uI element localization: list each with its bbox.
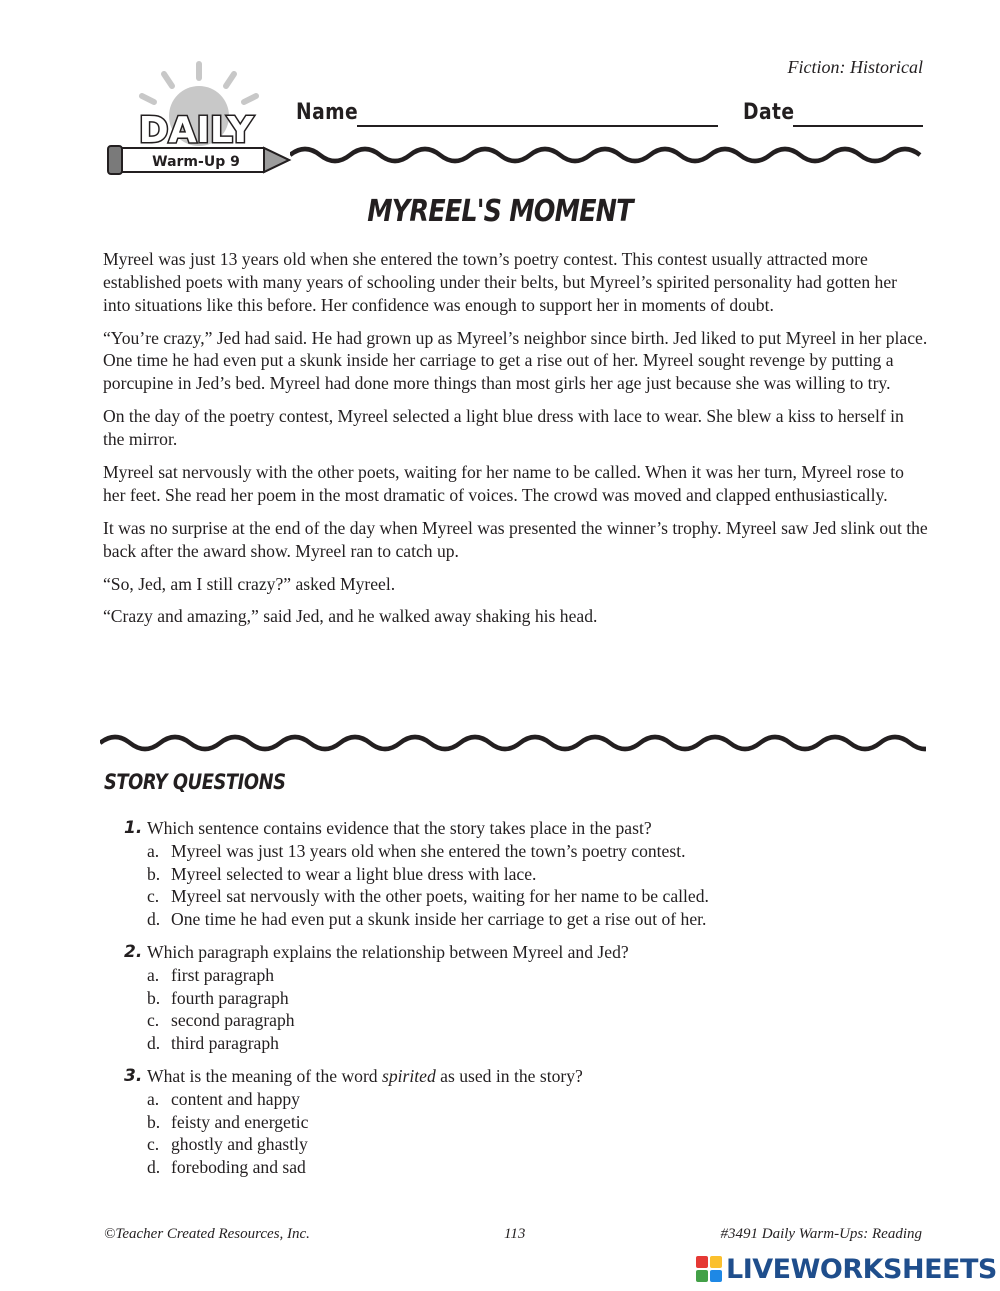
story-paragraph: “Crazy and amazing,” said Jed, and he walked away shaking his head. [103,606,598,627]
logo-square [696,1256,708,1268]
logo-square [710,1270,722,1282]
questions-list [124,817,924,1189]
story-body [103,248,928,638]
liveworksheets-logo-icon [696,1256,722,1282]
questions-heading: STORY QUESTIONS [104,770,286,794]
story-title: MYREEL'S MOMENT [367,194,633,229]
footer-book-title: #3491 Daily Warm-Ups: Reading [720,1226,922,1242]
liveworksheets-text: LIVEWORKSHEETS [726,1253,997,1285]
daily-warmup-logo [104,56,294,186]
name-label: Name [296,100,359,125]
genre-label: Fiction: Historical [787,57,923,77]
answer-option[interactable]: a. Myreel was just 13 years old when she entered the town’s poetry contest. [147,840,686,861]
question-text: Which paragraph explains the relationship between Myreel and Jed? [147,941,629,962]
answer-option[interactable]: c. ghostly and ghastly [147,1134,308,1155]
question [124,941,924,1055]
footer-page-number: 113 [504,1226,526,1242]
answer-option[interactable]: c. Myreel sat nervously with the other poets, waiting for her name to be called. [147,886,709,907]
footer-copyright: ©Teacher Created Resources, Inc. [104,1226,310,1242]
name-field[interactable] [357,125,718,127]
story-paragraph: “So, Jed, am I still crazy?” asked Myreel. [103,573,396,594]
question-number: 1. [124,818,143,838]
question-number: 2. [124,941,143,962]
answer-option[interactable]: d. foreboding and sad [147,1157,306,1178]
story-paragraph: It was no surprise at the end of the day when Myreel was presented the winner’s trophy. Myreel saw Jed slink out the back after the award show. Myreel ran to catch up. [103,517,928,561]
logo-square [710,1256,722,1268]
story-paragraph: On the day of the poetry contest, Myreel selected a light blue dress with lace to wear. She blew a kiss to herself in the mirror. [103,406,904,449]
question-number: 3. [124,1065,143,1086]
answer-option[interactable]: b. Myreel selected to wear a light blue dress with lace. [147,863,537,884]
logo-word: DAILY [138,110,254,151]
answer-option[interactable]: b. feisty and energetic [147,1111,309,1132]
date-label: Date [743,100,795,125]
question-text: Which sentence contains evidence that the story takes place in the past? [147,818,652,838]
question-text: What is the meaning of the word spirited as used in the story? [147,1065,583,1086]
answer-option[interactable]: c. second paragraph [147,1010,295,1031]
logo-square [696,1270,708,1282]
answer-option[interactable]: d. third paragraph [147,1033,279,1054]
story-paragraph: “You’re crazy,” Jed had said. He had grown up as Myreel’s neighbor since birth. Jed liked to put Myreel in her place. One time he had even put a skunk inside her carriage to get a rise out of her. Myreel sought revenge by putting a porcupine in Jed’s bed. Myreel had done more things than most girls her age just because she was willing to try. [103,327,928,394]
question [124,1065,924,1179]
answer-option[interactable]: b. fourth paragraph [147,987,289,1008]
date-field[interactable] [793,125,923,127]
liveworksheets-brand[interactable] [696,1252,997,1286]
question [124,817,924,931]
story-paragraph: Myreel was just 13 years old when she entered the town’s poetry contest. This contest usually attracted more established poets with many years of schooling under their belts, but Myreel’s spirited personality had gotten her into situations like this before. Her confidence was enough to support her in moments of doubt. [103,249,897,315]
answer-option[interactable]: a. first paragraph [147,964,275,985]
story-paragraph: Myreel sat nervously with the other poets, waiting for her name to be called. When it was her turn, Myreel rose to her feet. She read her poem in the most dramatic of voices. The crowd was moved and clapped enthusiastically. [103,461,904,505]
section-wave-divider [100,728,926,758]
answer-option[interactable]: d. One time he had even put a skunk inside her carriage to get a rise out of her. [147,909,707,930]
answer-option[interactable]: a. content and happy [147,1088,300,1109]
logo-subtitle: Warm-Up 9 [152,154,240,170]
header-wave-divider [290,140,925,170]
